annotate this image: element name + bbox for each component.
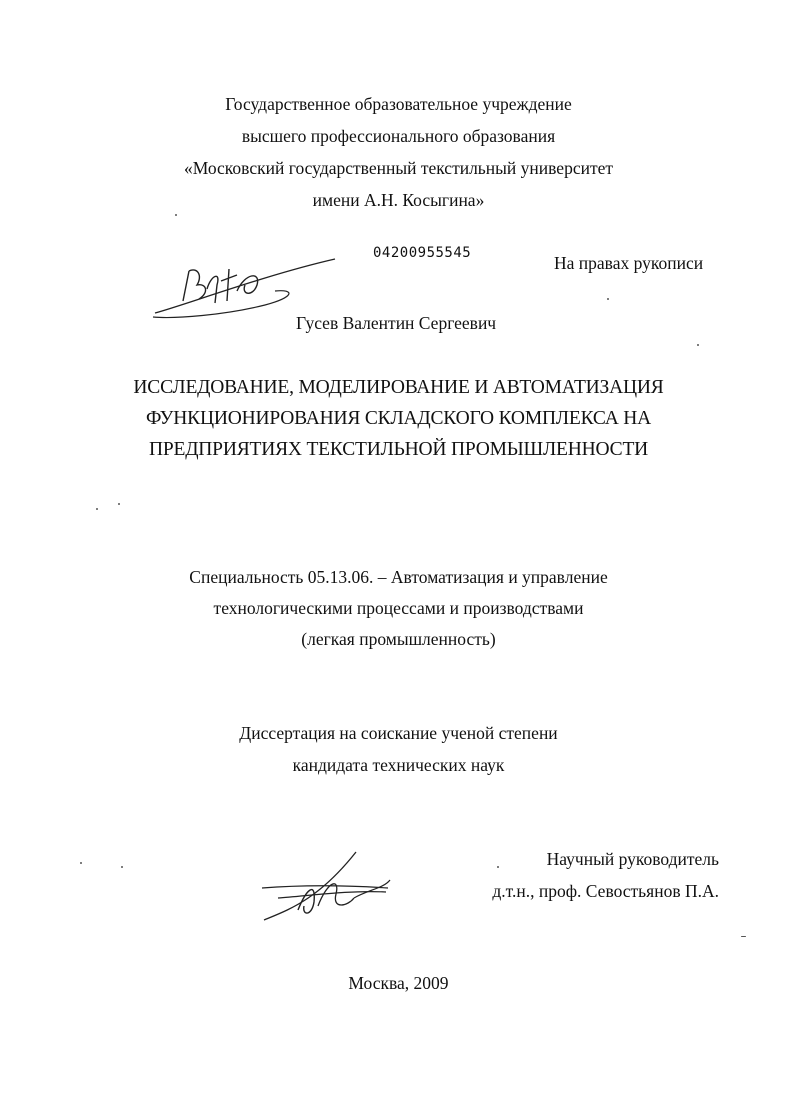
institution-line-1: Государственное образовательное учреждение: [225, 94, 572, 114]
place-and-year: Москва, 2009: [348, 973, 449, 993]
specialty-line-3: (легкая промышленность): [301, 629, 496, 649]
author-name: Гусев Валентин Сергеевич: [296, 313, 497, 333]
scan-speck: [741, 936, 746, 937]
scan-speck: [175, 214, 177, 216]
manuscript-rights-label: На правах рукописи: [554, 253, 704, 273]
thesis-title-line-3: ПРЕДПРИЯТИЯХ ТЕКСТИЛЬНОЙ ПРОМЫШЛЕННОСТИ: [148, 439, 649, 460]
supervisor-label: Научный руководитель: [546, 849, 719, 869]
degree-line-2: кандидата технических наук: [292, 755, 505, 775]
scan-speck: [607, 298, 609, 300]
thesis-title-line-1: ИССЛЕДОВАНИЕ, МОДЕЛИРОВАНИЕ И АВТОМАТИЗАЦИЯ: [133, 377, 664, 398]
thesis-title-line-2: ФУНКЦИОНИРОВАНИЯ СКЛАДСКОГО КОМПЛЕКСА НА: [145, 408, 652, 429]
degree-line-1: Диссертация на соискание ученой степени: [239, 723, 558, 743]
specialty-line-1: Специальность 05.13.06. – Автоматизация и управление: [189, 567, 608, 587]
specialty-line-2: технологическими процессами и производствами: [213, 598, 584, 618]
institution-line-3: «Московский государственный текстильный университет: [183, 158, 614, 178]
scan-speck: [697, 344, 699, 346]
supervisor-name: д.т.н., проф. Севостьянов П.А.: [492, 881, 719, 901]
scan-speck: [80, 862, 82, 864]
scan-speck: [118, 503, 120, 505]
supervisor-signature: [258, 850, 398, 930]
institution-line-2: высшего профессионального образования: [241, 126, 556, 146]
scan-speck: [96, 508, 98, 510]
scan-speck: [121, 866, 123, 868]
scan-speck: [497, 866, 499, 868]
library-stamp-number: 04200955545: [373, 245, 472, 261]
institution-line-4: имени А.Н. Косыгина»: [312, 190, 485, 210]
